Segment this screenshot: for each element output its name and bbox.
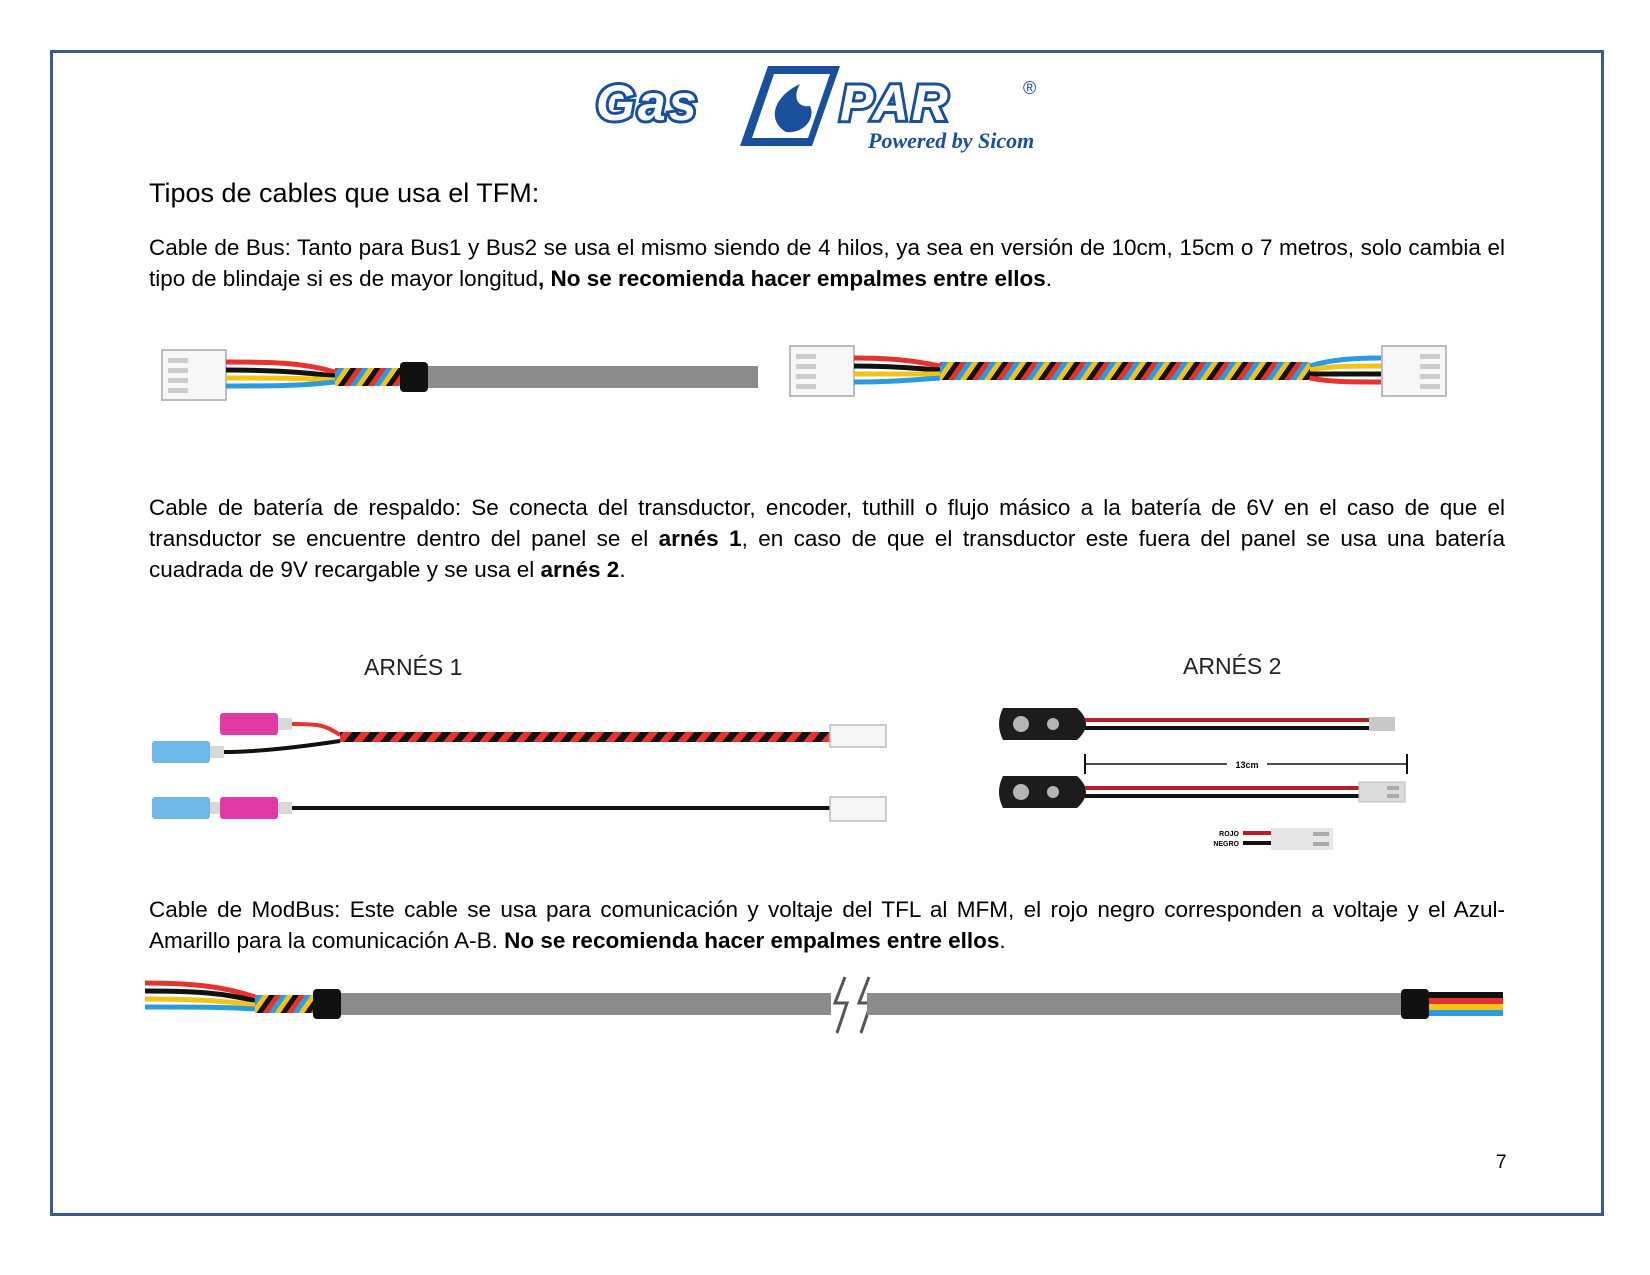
snap-terminal-icon bbox=[1013, 716, 1029, 732]
heat-shrink-left bbox=[313, 989, 341, 1019]
blue-terminal-icon bbox=[152, 741, 210, 763]
harness-1-figure bbox=[150, 705, 890, 830]
battery-text-1: Cable de batería de respaldo: Se conecta del transductor, encoder, tuthill o flujo másico a la batería de 6V en el caso de que el transductor se encuentre dentro del panel se el bbox=[149, 495, 1505, 551]
gray-sheath-right bbox=[867, 993, 1403, 1015]
battery-snap-top bbox=[999, 708, 1395, 740]
battery-harness-1-ref: arnés 1 bbox=[658, 526, 742, 551]
bus-cable-figure bbox=[160, 340, 1510, 410]
battery-snap-bottom bbox=[999, 776, 1405, 808]
white-connector-3-icon bbox=[1359, 782, 1405, 802]
gray-sheath bbox=[428, 366, 758, 388]
heat-shrink-right bbox=[1401, 989, 1429, 1019]
page-number: 7 bbox=[1496, 1152, 1507, 1173]
legend-black-label: NEGRO bbox=[1213, 841, 1239, 848]
harness-2-caption: ARNÉS 2 bbox=[1183, 653, 1282, 679]
blue-terminal-2-icon bbox=[152, 797, 210, 819]
bus-cable-short bbox=[162, 350, 758, 400]
bus-cable-twisted bbox=[790, 346, 1446, 396]
logo-brand-right: PAR bbox=[840, 75, 951, 131]
dimension-label: 13cm bbox=[1235, 760, 1259, 770]
white-connector-2-icon bbox=[830, 797, 886, 821]
logo-flame-icon bbox=[740, 66, 840, 146]
gray-sheath-left bbox=[341, 993, 831, 1015]
wire-legend bbox=[1213, 828, 1333, 850]
legend-red-label: ROJO bbox=[1219, 831, 1239, 838]
modbus-end: . bbox=[999, 928, 1006, 953]
dimension-marker bbox=[1085, 754, 1407, 774]
snap-terminal-2-icon bbox=[1013, 784, 1029, 800]
gaspar-logo bbox=[590, 58, 1060, 158]
logo-brand-left: Gas bbox=[596, 75, 700, 131]
battery-cable-description bbox=[149, 492, 1505, 585]
bus-cable-description bbox=[149, 232, 1505, 294]
bus-cable-end: . bbox=[1045, 266, 1052, 291]
logo-tagline: Powered by Sicom bbox=[868, 128, 1035, 153]
bus-cable-text: Cable de Bus: Tanto para Bus1 y Bus2 se usa el mismo siendo de 4 hilos, ya sea en versión de 10cm, 15cm o 7 metros, solo cambia el tipo de blindaje si es de mayor longitud bbox=[149, 235, 1505, 291]
modbus-text: Cable de ModBus: Este cable se usa para comunicación y voltaje del TFL al MFM, el rojo negro corresponden a voltaje y el Azul-Amarillo para la comunicación A-B. bbox=[149, 897, 1505, 953]
white-connector-icon bbox=[830, 725, 886, 747]
harness-1-twisted-cable bbox=[152, 713, 886, 763]
battery-harness-2-ref: arnés 2 bbox=[540, 557, 620, 582]
modbus-cable-description bbox=[149, 894, 1505, 956]
pink-terminal-2-icon bbox=[220, 797, 278, 819]
harness-2-figure bbox=[995, 700, 1415, 855]
harness-1-straight-cable bbox=[152, 797, 886, 821]
modbus-cable-figure bbox=[145, 975, 1505, 1045]
battery-text-3: . bbox=[619, 557, 626, 582]
bus-cable-warning: , No se recomienda hacer empalmes entre ellos bbox=[538, 266, 1046, 291]
harness-1-caption: ARNÉS 1 bbox=[364, 654, 463, 680]
pink-terminal-icon bbox=[220, 713, 278, 735]
battery-text-2: , en caso de que el transductor este fuera del panel se usa una batería cuadrada de 9V recargable y se usa el bbox=[149, 526, 1505, 582]
modbus-warning: No se recomienda hacer empalmes entre ellos bbox=[504, 928, 1000, 953]
cable-break-icon bbox=[831, 977, 871, 1033]
heat-shrink-left bbox=[400, 362, 428, 392]
logo-registered-mark: ® bbox=[1023, 78, 1037, 98]
page-heading: Tipos de cables que usa el TFM: bbox=[149, 178, 540, 208]
